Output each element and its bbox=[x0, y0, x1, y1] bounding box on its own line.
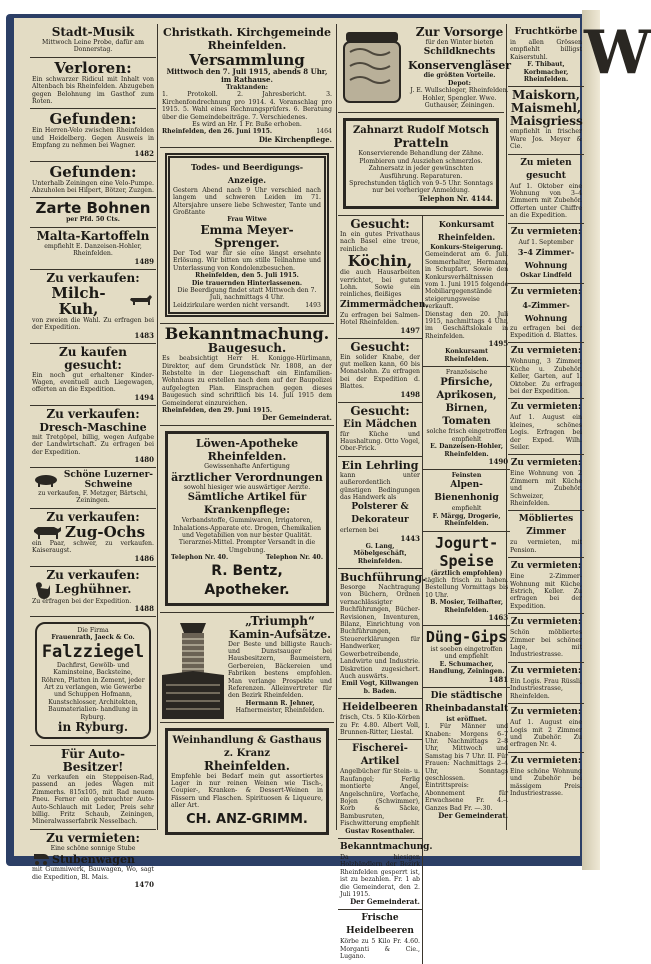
ad-konkurs bbox=[423, 216, 510, 367]
ad-text2: Der Tod war für sie eine längst ersehnte Erlösung. Wir bitten um stille Teilnahme und Unterlassung von Kondolenzbesuchen. bbox=[173, 249, 321, 272]
ad-date: Dienstag den 20. Juli 1915, nachmittags 4 Uhr, im Geschäftslokale in Rheinfelden. bbox=[425, 310, 509, 340]
ad-big2: Zimmermädchen. bbox=[340, 299, 429, 310]
ad-text: kann unter außerordentlich günstigen Bedingungen das Handwerk als bbox=[340, 471, 420, 501]
ad-kamin bbox=[160, 613, 334, 723]
ad-head: Traktanden: bbox=[225, 84, 269, 91]
ad-text: I. Für Männer und Knaben: Morgens 6–7 Uhr. Nachmittags 2–8 Uhr, Mittwoch und Samstag bis 7 Uhr. II. Für Frauen: Nachmittags 2–4 Uhr, Sonntags geschlossen. Eintrittspreis: Abonnement für Erwachsene Fr. 4.–. Ganzes Bad Fr. —.30. bbox=[425, 723, 509, 812]
ad-text: Es beabsichtigt Herr H. Konigge-Hürlimann, Direktor, auf dem Grundstück Nr. 1808, an der Rebstelte in der Liegenschaft ein Einfamilien-Wohnhaus zu erstellen nach dem auf der Baupolizei aufgelegten Plan. Einsprachen gegen dieses Baugesuch sind schriftlich bis 14. Juli 1915 dem Gemeinderat einzureichen. bbox=[162, 355, 332, 407]
ad-title: Fischerei-Artikel bbox=[352, 743, 408, 768]
ad-title: Zu vermieten: bbox=[510, 286, 582, 297]
ad-firm: Frauenrath, Jaeck & Co. bbox=[51, 634, 135, 642]
ad-text: empfiehlt in frischer Ware Jos. Meyer & Cie. bbox=[510, 128, 582, 151]
ad-text: empfiehlt bbox=[451, 505, 482, 513]
pig-icon bbox=[32, 473, 60, 487]
ad-name: Emma Meyer-Sprenger. bbox=[200, 222, 294, 250]
ad-burial: Die Beerdigung findet statt Mittwoch den 7. Juli, nachmittags 4 Uhr. bbox=[177, 286, 317, 302]
ad-heidelbeeren bbox=[338, 699, 422, 740]
ad-rheinbadanstalt bbox=[423, 688, 510, 823]
ad-big: Dresch-Maschine bbox=[39, 420, 147, 434]
ad-heidelbeeren-2 bbox=[338, 910, 422, 963]
ad-text: 1. Protokoll. 2. Jahresbericht. 3. Kirchenfondrechnung pro 1914. 4. Voranschlag pro 1915. 5. Wahl eines Rechnungsprüfers. 6. Beratung über die Gemeindebeiträge. 7. Verschiedenes. bbox=[162, 91, 332, 121]
ad-ref: 1497 bbox=[400, 325, 420, 335]
ad-text: Eine schöne Wohnung und Zubehör bei mässigem Preis. Industriestrasse. bbox=[510, 767, 582, 797]
ad-mais bbox=[508, 87, 584, 154]
ad-text: Auf 1. September bbox=[518, 238, 574, 246]
ad-title: Bekanntmachung. bbox=[164, 324, 330, 344]
ad-ref: 1481 bbox=[488, 674, 509, 684]
ad-lehrling bbox=[338, 457, 422, 569]
ad-text2: die auch Hausarbeiten verrichtet, bei gutem Lohn. Sowie ein reinliches, fleißiges bbox=[340, 269, 420, 299]
ad-title: Zu vermieten: bbox=[510, 617, 582, 628]
ad-gefunden-2 bbox=[30, 162, 156, 199]
column-rule bbox=[336, 24, 337, 830]
ad-text: Gemeinderat am 6. Juli. Sommerhalter, Hermann, in Schupfart. Sowie den Konkursverhältnissen vom 1. Juni 1915 folgende Mobiliargegenstände steigerungsweise verkauft. bbox=[425, 251, 509, 311]
ad-jogurt bbox=[423, 532, 510, 626]
ad-text: Ein solider Knabe, der gut melken kann, 60 bis Monatslohn. Zu erfragen bei der Expedition d. Blattes. bbox=[340, 353, 420, 391]
ad-big: Maiskorn, bbox=[512, 88, 580, 103]
ad-title: „Triumph“ bbox=[245, 613, 315, 628]
ad-place: Hafnermeister, Rheinfelden. bbox=[235, 707, 325, 715]
ad-title: Zahnarzt Rudolf Motsch bbox=[352, 125, 490, 137]
ad-obst bbox=[423, 367, 510, 470]
ad-text: Auf 1. Oktober eine Wohnung von 3–4 Zimmern mit Zubehör. Offerten unter Chiffre an die Expedition. bbox=[510, 182, 582, 220]
ad-title: Gefunden: bbox=[49, 110, 137, 129]
ad-ref: 1470 bbox=[134, 880, 154, 890]
ad-ref: 1488 bbox=[134, 603, 154, 613]
ad-big: Köchin, bbox=[347, 252, 413, 271]
ad-org: Der Gemeinderat. bbox=[350, 897, 420, 907]
ad-big3: Maisgriess bbox=[510, 114, 583, 129]
ad-big: Stubenwagen bbox=[52, 852, 135, 866]
ad-text: täglich frisch zu haben. Bestellung Vormittags bis 10 Uhr. bbox=[425, 577, 509, 599]
ad-ref: 1482 bbox=[134, 148, 154, 158]
ad-text: Zu verkaufen ein Steppeisen-Rad, passend an jedes Wagen mit Zimmerhs. 815x105, mit Rad neuem Pneu. Ferner ein gebrauchter Auto-Auto-Schlauch mit Leder, Preis sehr billig. Fritz Schaub, Zeiningen, Mineralwasserfabrik Nesselbach. bbox=[32, 774, 154, 826]
ad-text: ist soeben eingetroffen und empfiehlt bbox=[430, 646, 503, 661]
ad-org: Der Gemeinderat. bbox=[438, 810, 509, 820]
ad-top: Die Firma bbox=[77, 626, 109, 634]
ad-text: die größten Vorteile. bbox=[423, 72, 496, 80]
ad-bohnen bbox=[30, 198, 156, 227]
ad-text: Besorge Nachtragung von Büchern, Ordnen vernachlässigter Buchführungen, Bücher-Revisionen, Inventuren, Bilanz, Einrichtung von Buchführungen, Steuererklärungen für Handwerker, Gewerbetreibende, Landwirte und Industrie. Diskretion zugesichert. Auch auswärts. bbox=[340, 584, 420, 680]
ad-text: ein Paar, schwer, zu verkaufen. Kaiseraugst. bbox=[32, 539, 154, 555]
ad-owner: Emil Vogt, Killwangen b. Baden. bbox=[341, 680, 419, 695]
ad-sub2: Schildknechts bbox=[423, 47, 496, 58]
ad-owner: F. Märgg, Drogerie, Rheinfelden. bbox=[432, 512, 501, 528]
ad-big: Versammlung bbox=[189, 51, 305, 69]
ad-todes bbox=[160, 148, 334, 324]
ad-title: Gesucht: bbox=[350, 216, 410, 231]
ad-title: Zu vermieten: bbox=[510, 755, 582, 766]
ad-big: 4-Zimmer-Wohnung bbox=[522, 299, 570, 323]
ad-bekanntmachung bbox=[160, 324, 334, 426]
ad-big2: Sämtliche Artikel für Krankenpflege: bbox=[187, 492, 307, 517]
zahnarzt-frame bbox=[343, 118, 499, 208]
ad-text: Auf 1. August ein kleines, schönes Logis. Erfragen bei der Exped. Wilh. Seiler. bbox=[510, 414, 582, 451]
ad-drescher bbox=[30, 406, 156, 468]
ad-owner: G. Lang, Möbelgeschäft, Rheinfelden. bbox=[353, 542, 407, 565]
mourning-frame bbox=[165, 153, 329, 317]
ad-title: Zu verkaufen: bbox=[46, 567, 140, 582]
ad-owner: Gustav Rosenthaler. bbox=[345, 827, 415, 835]
ad-text: Empfehle bei Bedarf mein gut assortiertes Lager in nur reinen Weinen wie Tisch-, Coupier-, Kranken- & Dessert-Weinen in Fässern und Flaschen. Spirituosen & Liqueure, aller Art. bbox=[171, 772, 323, 810]
ad-title: Ein Lehrling bbox=[341, 458, 419, 472]
ad-text: für Küche und Haushaltung. Otto Vogel, Ober-Frick. bbox=[340, 430, 420, 453]
ad-zugochs bbox=[30, 509, 156, 567]
ad-sign: Rheinfelden, den 26. Juni 1915. bbox=[162, 128, 273, 136]
ad-name-pre: Frau Witwe bbox=[227, 216, 267, 224]
ad-text: solche frisch eingetroffen empfiehlt bbox=[426, 428, 507, 443]
ad-sub: für den Winter bieten bbox=[425, 39, 494, 46]
ad-text: Eine 2-Zimmer-Wohnung mit Küche, Estrich, Keller. Zu erfragen bei der Expedition. bbox=[510, 573, 582, 610]
ox-icon bbox=[32, 524, 62, 540]
ad-text: mit Tretgöpel, billig, wegen Aufgabe der Landwirtschaft. Zu erfragen bei der Expedition. bbox=[32, 433, 154, 456]
ad-sub: (ärztlich empfohlen) bbox=[430, 569, 503, 577]
ad-moebliertes-zimmer bbox=[508, 511, 584, 558]
ad-vermieten-9 bbox=[508, 704, 584, 753]
ad-kinderwagen bbox=[30, 344, 156, 406]
ad-title: Für Auto-Besitzer! bbox=[60, 747, 126, 775]
ad-vorsorge bbox=[338, 24, 512, 113]
ad-ref: 1495 bbox=[488, 339, 509, 349]
ad-vermieten-5 bbox=[508, 455, 584, 511]
ad-big: Ein Mädchen bbox=[343, 418, 417, 430]
ad-text: Dachfirst, Gewölb- und Kaminsteine, Backsteine, Röhren, Platten in Zement, jeder Art zu verlangen, wie Gewerbe und Schuppen Hofmann, Kunstschlosser, Architekten, Baumaterialien- handlung in Ryburg. bbox=[41, 661, 145, 721]
ad-title: Zu kaufen gesucht: bbox=[59, 344, 127, 372]
ad-ref: 1480 bbox=[134, 454, 154, 464]
ad-sub: Baugesuch. bbox=[207, 341, 287, 356]
column-1 bbox=[30, 24, 156, 890]
ad-text: Mittwoch Leine Probe, dafür am Donnerstag. bbox=[42, 39, 144, 54]
ad-bekanntmachung-2 bbox=[338, 839, 433, 910]
ad-title: Zu vermieten: bbox=[510, 561, 582, 572]
ad-owner: E. Schumacher, Handlung, Zeiningen. bbox=[428, 660, 505, 676]
ad-milchkuh bbox=[30, 270, 156, 344]
ad-big2: Birnen, Tomaten bbox=[442, 403, 491, 428]
ad-owner: Oskar Lindfeld bbox=[520, 272, 572, 280]
ad-title: Stadt-Musik bbox=[51, 25, 135, 39]
ad-zu-mieten bbox=[508, 155, 584, 224]
ad-org: Konkursamt Rheinfelden. bbox=[444, 348, 489, 363]
ad-ref: 1489 bbox=[134, 256, 154, 266]
ad-sub: Feinsten bbox=[451, 472, 482, 479]
ad-title: Gefunden: bbox=[49, 162, 137, 181]
ad-sub: Gewissenhafte Anfertigung bbox=[204, 463, 290, 471]
ad-text: Ein noch gut erhaltener Kinder-Wagen, eventuell auch Liegewagen, offerten an die Expedition. bbox=[32, 371, 154, 394]
ad-place: Pratteln bbox=[393, 136, 449, 151]
ad-title: Schöne Luzerner-Schweine bbox=[63, 469, 154, 490]
ad-title: Weinhandlung & Gasthaus z. Kranz bbox=[172, 734, 322, 759]
ad-title: Zu vermieten: bbox=[46, 830, 140, 845]
ad-title: Todes- und Beerdigungs-Anzeige. bbox=[190, 161, 304, 185]
ad-big: Konservengläser bbox=[408, 59, 512, 73]
ad-fischerei bbox=[338, 740, 422, 839]
column-rule bbox=[157, 24, 158, 830]
ad-buchfuehrung bbox=[338, 569, 427, 699]
ad-leghuehner bbox=[30, 567, 156, 617]
ad-big: 3–4 Zimmer-Wohnung bbox=[517, 247, 575, 271]
ad-gesucht-koechin bbox=[338, 216, 429, 339]
cow-icon bbox=[128, 293, 154, 309]
ad-title: Fruchtkörbe bbox=[514, 27, 578, 37]
ad-hours: Sprechstunden täglich von 9–5 Uhr. Sonntags nur bei vorheriger Anmeldung. bbox=[349, 180, 493, 195]
ad-title: Zu verkaufen: bbox=[46, 270, 140, 285]
ad-sub: Französische bbox=[445, 368, 488, 376]
ad-vermieten-2 bbox=[508, 284, 584, 344]
ad-title: Zu vermieten: bbox=[510, 226, 582, 237]
ad-text: Ein schwarzer Ridicul mit Inhalt von Altenbach bis Rheinfelden. Abzugeben gegen Belohnung im Gasthof zum Roten. bbox=[32, 75, 154, 106]
ad-vermieten-7 bbox=[508, 614, 584, 663]
ad-auto bbox=[30, 746, 156, 830]
ad-text: Unterhalb Zeiningen eine Velo-Pumpe. Abzuholen bei Hilpert, Bötzer, Zuzgen. bbox=[32, 179, 154, 195]
ad-note: Es wird an Hr. 1 Fr. Buße erhoben. bbox=[192, 121, 302, 129]
ad-verloren bbox=[30, 58, 156, 110]
ad-ref: 1494 bbox=[134, 392, 154, 402]
column-2 bbox=[160, 24, 334, 830]
ad-title: Zu vermieten: bbox=[510, 458, 582, 469]
ad-title: Zu vermieten: bbox=[510, 707, 582, 718]
ad-phone: Telephon Nr. 40. bbox=[265, 554, 323, 562]
ad-text: zu vermieten, mit Pension. bbox=[510, 539, 582, 554]
ad-text: zu erfragen bei der Expedition d. Blattes. bbox=[510, 324, 582, 339]
ad-vermieten-1 bbox=[508, 224, 584, 284]
ad-sub: per Pfd. 50 Cts. bbox=[66, 216, 120, 224]
ad-zahnarzt bbox=[338, 113, 504, 215]
ad-fruchtkoerbe bbox=[508, 24, 584, 87]
ad-title: Zu verkaufen: bbox=[46, 406, 140, 421]
ad-weinhandlung bbox=[160, 723, 334, 841]
ad-text: Ein Herren-Velo zwischen Rheinfelden und Heidelberg. Gegen Ausweis in Empfang zu nehmen bei Wagner. bbox=[32, 127, 154, 150]
ad-text: Verbandstoffe, Gummiwaren, Irrigatoren, Inhalations-Apparate etc. Drogen, Chemikalien und Vegetabilien von nur bester Qualität. Tierarznei-Mittel. Prompter Versandt in die Umgebung. bbox=[172, 517, 322, 554]
ad-text: Auf 1. August eine Logis mit 2 Zimmer und Zubehör. Zu erfragen Nr. 4. bbox=[510, 719, 582, 749]
ad-text2: erlernen bei bbox=[340, 527, 379, 535]
ad-heirs: Die trauernden Hinterlassenen. bbox=[191, 279, 303, 287]
ad-gefunden-1 bbox=[30, 109, 156, 161]
ad-title: Zarte Bohnen bbox=[35, 199, 151, 218]
column-3 bbox=[338, 24, 512, 961]
ad-title: Buchführung. bbox=[340, 571, 427, 585]
ad-owner: F. Thibaut, Korbmacher, Rheinfelden. bbox=[523, 61, 569, 84]
ad-sub: ist eröffnet. bbox=[446, 715, 487, 723]
ad-stubenwagen bbox=[30, 830, 156, 892]
ad-big: ärztlicher Verordnungen bbox=[171, 470, 323, 484]
ad-vermieten-10 bbox=[508, 753, 584, 801]
chimney-illustration bbox=[162, 615, 224, 719]
ad-title: Zu mieten gesucht bbox=[520, 157, 572, 181]
preserving-jar-illustration bbox=[340, 26, 404, 106]
ad-malta bbox=[30, 228, 156, 270]
ad-text: In ein gutes Privathaus nach Basel eine treue, reinliche bbox=[340, 230, 420, 253]
ad-title: Gesucht: bbox=[350, 403, 410, 418]
ad-text: Wohnung, 3 Zimmer, Küche u. Zubehör, Keller, Garten, auf 1. Oktober. Zu erfragen bei der Expedition. bbox=[510, 358, 582, 395]
ad-falzziegel bbox=[30, 617, 156, 746]
ad-owner: E. Danzeisen-Hohler, Rheinfelden. bbox=[430, 443, 504, 458]
wein-frame bbox=[165, 728, 329, 835]
ad-phone: Telephon Nr. 40. bbox=[171, 554, 229, 562]
edge-letter: W bbox=[584, 18, 651, 88]
ad-title: Verloren: bbox=[54, 58, 132, 77]
ad-text: Konservierende Behandlung der Zähne. Plombieren und Ausziehen schmerzlos. Zahnersatz in jeder gewünschten Ausführung. Reparaturen. bbox=[358, 150, 484, 180]
ad-ref: 1490 bbox=[488, 457, 509, 466]
ad-apotheke bbox=[160, 426, 334, 612]
ad-text: mit Gummiwerk, Bauwagen, Wo, sagt die Expedition, Bl. Mais. bbox=[32, 866, 154, 881]
ad-ref: 1493 bbox=[305, 301, 321, 309]
ad-title: Konkursamt Rheinfelden. bbox=[437, 218, 496, 242]
ad-text: Ein Logis. Frau Rüssli, Industriestrasse, Rheinfelden. bbox=[510, 677, 582, 700]
ad-text: empfiehlt E. Danzeisen-Hohler, Rheinfelden. bbox=[44, 242, 142, 258]
falz-frame bbox=[35, 622, 151, 739]
hen-icon bbox=[32, 582, 52, 598]
ad-title: Gesucht: bbox=[350, 339, 410, 354]
ad-ref: 1443 bbox=[400, 533, 420, 543]
ad-big: Düng-Gips bbox=[425, 628, 508, 647]
ad-title: Zur Vorsorge bbox=[415, 25, 504, 39]
ad-phone: Telephon Nr. 4144. bbox=[418, 193, 493, 203]
ad-ref: 1486 bbox=[134, 553, 154, 563]
ad-title: Zu verkaufen: bbox=[46, 509, 140, 524]
ad-vermieten-4 bbox=[508, 399, 584, 455]
ad-date: Mittwoch den 7. Juli 1915, abends 8 Uhr, im Rathause. bbox=[166, 67, 328, 84]
ad-date: Rheinfelden, den 5. Juli 1915. bbox=[195, 272, 299, 280]
ad-title: Löwen-Apotheke Rheinfelden. bbox=[195, 437, 299, 464]
ad-title: Die städtische Rheinbadanstalt bbox=[425, 690, 509, 714]
ad-title: Frische Heidelbeeren bbox=[346, 913, 414, 937]
ad-title: Bekanntmachung. bbox=[340, 842, 433, 852]
ad-ref: 1464 bbox=[316, 128, 332, 136]
ad-text: Gestern Abend nach 9 Uhr verschied nach langem und schweren Leiden im 71. Altersjahre unsere liebe Schwester, Tante und Großtante bbox=[173, 186, 321, 217]
ad-date: Rheinfelden, den 29. Juni 1915. bbox=[162, 406, 273, 414]
ad-org: Der Gemeinderat. bbox=[262, 413, 332, 423]
ad-text: Da hiesigen Holzhändlern der Bezirk Rheinfelden gesperrt ist, ist zu bezahlen. Fr. 1 ab die Gemeinderat, den 2. Juli 1915. bbox=[340, 854, 420, 899]
ad-big: Leghühner. bbox=[55, 582, 132, 597]
ad-big: Pfirsiche, Aprikosen, bbox=[436, 377, 497, 402]
ad-sub: Eine schöne sonnige Stube bbox=[50, 844, 136, 852]
ad-gesucht-maedchen bbox=[338, 403, 422, 457]
ad-gesucht-knabe bbox=[338, 339, 422, 403]
ad-title: Zu vermieten: bbox=[510, 402, 582, 413]
ad-text: von zweien die Wahl. Zu erfragen bei der Expedition. bbox=[32, 316, 154, 332]
sub-column-right bbox=[423, 216, 510, 964]
ad-depot: J. E. Wullschleger, Rheinfelden. Hohler, Spengler. Wwe. Guthauser, Zeiningen. bbox=[410, 87, 509, 110]
apotheke-frame bbox=[165, 431, 329, 605]
ad-title: Malta-Kartoffeln bbox=[36, 228, 150, 243]
ad-note: Leidzirkulare werden nicht versandt. bbox=[173, 301, 290, 309]
ad-duenggips bbox=[423, 626, 510, 688]
ad-owner: Hermann R. Jehner, bbox=[245, 699, 315, 707]
ad-big: Möbliertes Zimmer bbox=[518, 514, 574, 538]
ad-text: Zu erfragen bei der Expedition. bbox=[32, 597, 132, 605]
ad-title: Christkath. Kirchgemeinde Rheinfelden. bbox=[163, 26, 331, 52]
pram-icon bbox=[32, 852, 50, 866]
ad-title: Zu vermieten: bbox=[510, 346, 582, 357]
ad-big: Jogurt-Speise bbox=[434, 533, 499, 570]
page-edge-next bbox=[582, 10, 651, 870]
ad-sub: Konkurs-Steigerung. bbox=[430, 243, 503, 251]
ad-stadt-musik bbox=[30, 24, 156, 58]
ad-place: Rheinfelden. bbox=[204, 758, 290, 773]
ad-title: Heidelbeeren bbox=[342, 702, 418, 714]
ad-big: Milch-Kuh, bbox=[51, 283, 106, 318]
sub-column-left bbox=[338, 216, 433, 964]
ad-text: frisch, Cts. 5 Kilo-Körben zu Fr. 4.80. Albert Voll, Brunnen-Ritter, Liestal. bbox=[340, 714, 420, 736]
ad-big: Alpen-Bienenhonig bbox=[434, 480, 499, 504]
ad-title: Zu vermieten: bbox=[510, 665, 582, 676]
ad-text: Angelbücher für Stein- u. Raufangel; Ferlig montierte Angel, Angelschnüre, Vorfache, Bojen (Schwimmer), Korb & Säcke, Bambusruten, Fischwitterung empfiehlt bbox=[340, 768, 420, 828]
ad-schweine bbox=[30, 468, 156, 509]
ad-sub2: sowohl hiesiger wie auswärtiger Aerzte. bbox=[183, 483, 311, 491]
ad-place: in Ryburg. bbox=[57, 720, 129, 735]
ad-big2: Maismehl, bbox=[510, 101, 582, 116]
ad-owner: B. Mosier, Teilhafter, Rheinfelden. bbox=[430, 599, 503, 614]
ad-bienenhonig bbox=[423, 470, 510, 532]
ad-ref: 1483 bbox=[134, 330, 154, 340]
ad-owner: CH. ANZ-GRIMM. bbox=[186, 811, 308, 827]
ad-big: Kamin-Aufsätze. bbox=[229, 627, 331, 641]
ad-big: Zug-Ochs bbox=[65, 522, 146, 541]
ad-big: Falzziegel bbox=[41, 641, 145, 662]
ad-text: Der Beste und billigste Rauch- und Dunstsauger bei Hausbesitzern, Baumeistern, Gerbereien, Bäckereien und Fabriken bestens empfohlen. Man verlange Prospekte und Referenzen. Alleinvertreter für den Bezirk Rheinfelden. bbox=[228, 640, 332, 700]
ad-owner: R. Bentz, Apotheker. bbox=[204, 562, 290, 598]
ad-big: Polsterer & Dekorateur bbox=[351, 502, 409, 526]
ad-ref: 1498 bbox=[400, 389, 420, 399]
ad-org: Die Kirchenpflege. bbox=[258, 134, 332, 144]
ad-vermieten-3 bbox=[508, 343, 584, 399]
ad-ref: 1463 bbox=[488, 613, 509, 623]
ad-text: zu verkaufen, F. Metzger, Bärtschi, Zeiningen. bbox=[38, 489, 148, 505]
ad-text3: Zu erfragen bei Salmen-Hotel Rheinfelden. bbox=[340, 311, 420, 327]
ad-text: Eine Wohnung von 2 Zimmern mit Küche und Zubehör. Schweizer, Rheinfelden. bbox=[510, 470, 582, 507]
ad-text: in allen Grössen empfiehlt billigst Kaiserstuhl. bbox=[510, 39, 582, 61]
ad-text: Schön möbliertes Zimmer bei schöner Lage, mit Industriestrasse. bbox=[510, 629, 582, 659]
ad-depot-head: Depot: bbox=[448, 79, 471, 87]
ad-vermieten-6 bbox=[508, 558, 584, 614]
ad-text: Körbe zu 5 Kilo Fr. 4.60. Morganti & Cie., Lugano. bbox=[340, 938, 420, 961]
ad-kirchgemeinde bbox=[160, 24, 334, 148]
column-4 bbox=[508, 24, 584, 830]
ad-vermieten-8 bbox=[508, 663, 584, 704]
